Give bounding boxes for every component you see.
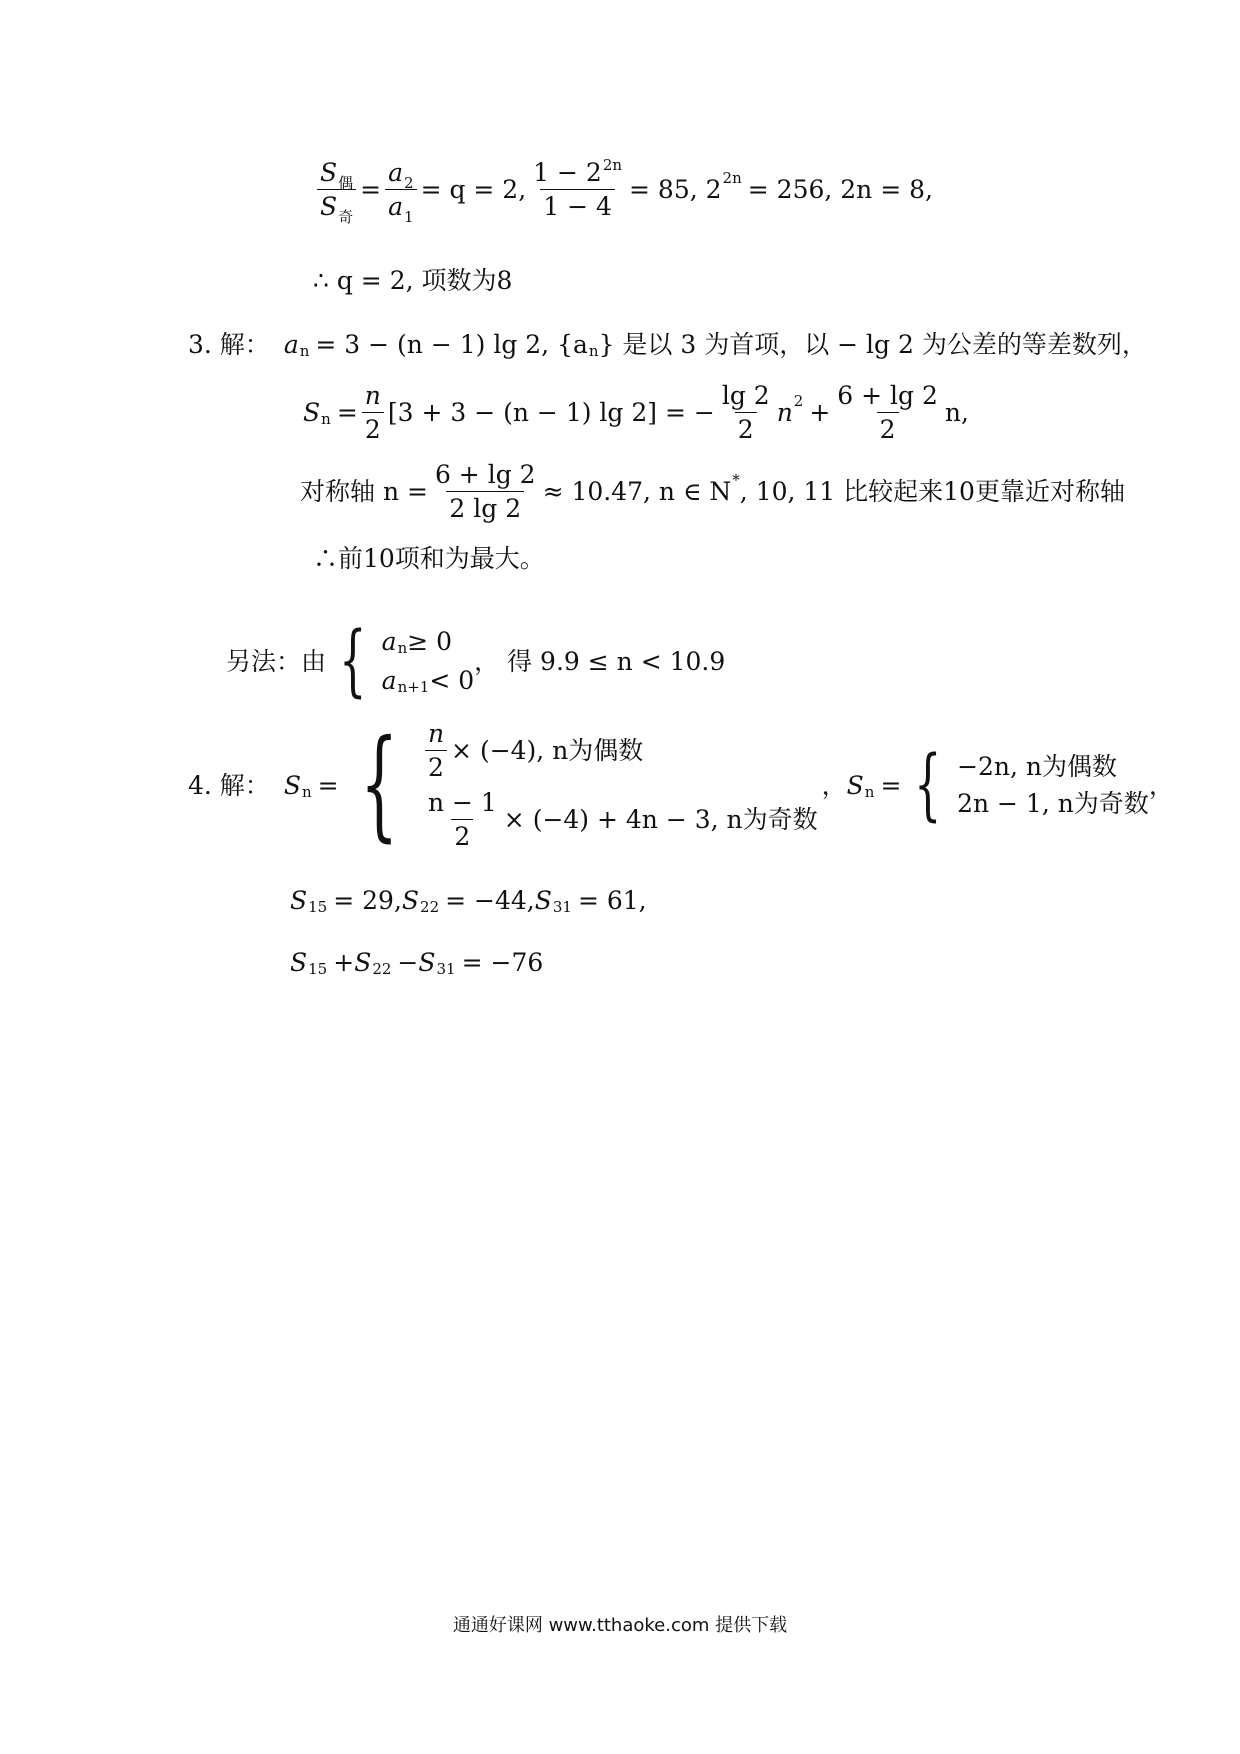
fraction-axis: $\frac{6 + \lg 2}{2 \lg 2}$ xyxy=(434,460,536,523)
left-brace-large: { xyxy=(359,715,398,854)
ratio-equation: $\frac{S_偶}{S_奇}$ = $\frac{a_2}{a_1}$ = q = 2, $\frac{1 - 2^{2n}}{1 - 4}$ = 85, 2 2n = 256, 2n = 8, xyxy=(313,160,933,219)
left-brace: { xyxy=(339,616,367,706)
problem-3-label: 3. 解： xyxy=(188,330,270,359)
fraction-6-plus-lg2-over-2: $\frac{6 + \lg 2}{2}$ xyxy=(837,381,938,444)
problem-4-final-sum: S 15 + S 22 − S 31 = −76 xyxy=(290,948,544,978)
problem-4-piecewise: 4. 解： S n = { $\frac{n}{2}$ × (−4), n为偶数 $\frac{n - 1}{2}$ × (−4) + 4n − 3, n为奇数 ， S n = { −2n, n为偶数 2n − 1, n为奇数 ， xyxy=(188,715,1174,854)
conclusion-q: ∴ q = 2, 项数为8 xyxy=(313,266,513,295)
fraction-geometric-sum: $\frac{1 - 2^{2n}}{1 - 4}$ xyxy=(533,156,623,221)
problem-3-sum-formula: S n = $\frac{n}{2}$ [3 + 3 − (n − 1) lg 2] = − $\frac{\lg 2}{2}$ n 2 + $\frac{6 + \lg 2}{2}$ n, xyxy=(303,381,969,444)
problem-4-label: 4. 解： xyxy=(188,770,270,800)
fraction-s-even-over-s-odd: $\frac{S_偶}{S_奇}$ xyxy=(317,160,356,219)
piecewise-cases-2: −2n, n为偶数 2n − 1, n为奇数 xyxy=(957,752,1149,818)
page-footer: 通通好课网 www.tthaoke.com 提供下载 xyxy=(452,1615,788,1636)
piecewise-cases-1: $\frac{n}{2}$ × (−4), n为偶数 $\frac{n - 1}{2}$ × (−4) + 4n − 3, n为奇数 xyxy=(421,721,818,849)
problem-3-symmetry-axis: 对称轴 n = $\frac{6 + \lg 2}{2 \lg 2}$ ≈ 10.47, n ∈ N * , 10, 11 比较起来10更靠近对称轴 xyxy=(300,460,1125,523)
problem-4-values: S 15 = 29, S 22 = −44, S 31 = 61, xyxy=(290,886,647,916)
left-brace-small: { xyxy=(914,740,942,830)
problem-3-header: 3. 解： a n = 3 − (n − 1) lg 2, {a n } 是以 3 为首项，以 − lg 2 为公差的等差数列， xyxy=(188,330,1147,360)
fraction-n-over-2: $\frac{n}{2}$ xyxy=(362,383,384,442)
fraction-lg2-over-2: $\frac{\lg 2}{2}$ xyxy=(721,381,770,444)
inequality-system: a n ≥ 0 a n+1 < 0 xyxy=(381,627,475,696)
alternative-method: 另法：由 { a n ≥ 0 a n+1 < 0 ， 得 9.9 ≤ n < 10.9 xyxy=(226,616,726,706)
problem-3-conclusion: ∴前10项和为最大。 xyxy=(313,544,545,573)
fraction-a2-over-a1: $\frac{a_2}{a_1}$ xyxy=(385,160,416,219)
